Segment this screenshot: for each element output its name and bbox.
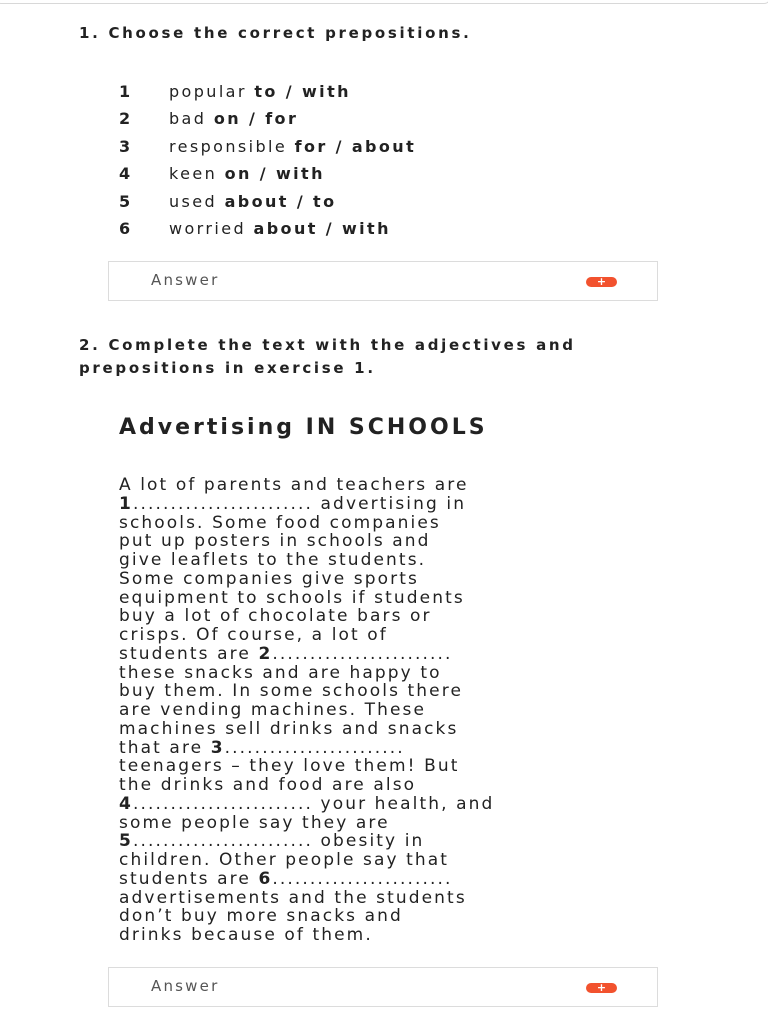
item-word: worried <box>169 218 246 238</box>
item-options: about / with <box>253 218 391 238</box>
exercise-1-heading: 1. Choose the correct prepositions. <box>79 24 472 42</box>
article-title: Advertising IN SCHOOLS <box>119 415 488 440</box>
item-options: on / with <box>224 164 325 184</box>
item-options: for / about <box>294 136 417 156</box>
item-number: 1 <box>119 82 133 101</box>
item-word: keen <box>169 164 218 184</box>
plus-icon[interactable]: + <box>586 983 617 993</box>
item-options: about / to <box>224 191 337 211</box>
answer-label: Answer <box>151 271 220 289</box>
list-item <box>119 190 416 217</box>
plus-icon[interactable]: + <box>586 277 617 287</box>
item-word: popular <box>169 82 247 101</box>
answer-label: Answer <box>151 977 220 995</box>
exercise-2-heading: 2. Complete the text with the adjectives and prepositions in exercise 1. <box>79 336 576 377</box>
preposition-list <box>119 80 416 244</box>
answer-toggle-exercise-2[interactable] <box>108 967 658 1007</box>
item-word: responsible <box>169 136 288 156</box>
top-card-edge <box>0 0 768 4</box>
item-number: 6 <box>119 218 133 238</box>
item-number: 5 <box>119 191 133 211</box>
item-number: 3 <box>119 136 133 156</box>
list-item <box>119 80 416 107</box>
item-number: 4 <box>119 164 133 184</box>
list-item <box>119 135 416 162</box>
article-text: A lot of parents and teachers are 1........................ advertising in schools. Some food companies put up posters in schools and give leaflets to the students. Some companies give sports equipment to schools if students buy a lot of chocolate bars or crisps. Of course, a lot of students are 2........................ these snacks and are happy to buy them. In some schools there are vending machines. These machines sell drinks and snacks that are 3........................ teenagers – they love them! But the drinks and food are also 4........................ your health, and some people say they are 5........................ obesity in children. Other people say that students are 6........................ advertisements and the students don’t buy more snacks and drinks because of them. <box>119 475 495 945</box>
item-word: used <box>169 191 218 211</box>
list-item <box>119 107 416 134</box>
list-item <box>119 162 416 189</box>
item-options: to / with <box>254 82 351 101</box>
answer-toggle-exercise-1[interactable] <box>108 261 658 301</box>
item-options: on / for <box>213 109 299 129</box>
list-item <box>119 217 416 244</box>
item-number: 2 <box>119 109 133 129</box>
item-word: bad <box>169 109 207 129</box>
